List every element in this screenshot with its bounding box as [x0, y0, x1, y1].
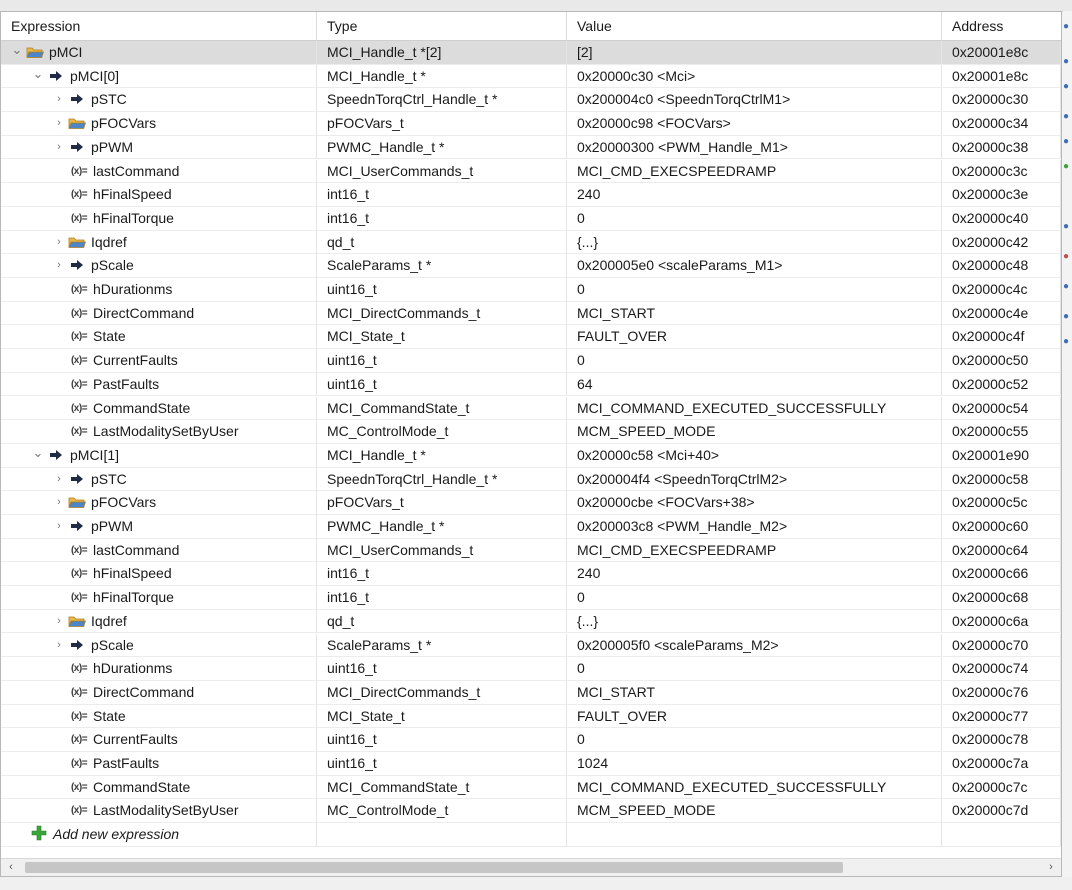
expression-cell[interactable]	[1, 610, 317, 634]
expression-cell[interactable]	[1, 515, 317, 539]
variable-icon: (x)=	[70, 212, 88, 224]
expression-cell[interactable]	[1, 183, 317, 207]
address-cell[interactable]: 0x20000c52	[942, 373, 1061, 397]
empty-cell	[567, 823, 942, 847]
expression-name: hFinalSpeed	[93, 565, 172, 582]
tree-row[interactable]	[1, 799, 1061, 823]
type-cell[interactable]: pFOCVars_t	[317, 491, 567, 515]
scrollbar-thumb[interactable]	[25, 862, 843, 873]
address-cell[interactable]: 0x20001e8c	[942, 65, 1061, 89]
expression-cell[interactable]	[1, 136, 317, 160]
value-cell[interactable]: MCI_START	[567, 681, 942, 705]
pointer-arrow-icon	[67, 137, 87, 160]
expression-name: Iqdref	[91, 233, 127, 250]
expression-cell[interactable]	[1, 65, 317, 89]
expression-name: DirectCommand	[93, 683, 195, 700]
chevron-right-icon[interactable]: ›	[57, 259, 61, 272]
tree-row[interactable]	[1, 41, 1061, 65]
address-cell[interactable]: 0x20000c6a	[942, 610, 1061, 634]
tree-row[interactable]	[1, 231, 1061, 255]
expression-cell[interactable]	[1, 491, 317, 515]
expression-name: CurrentFaults	[93, 731, 178, 748]
pointer-arrow-icon	[46, 66, 66, 89]
expression-cell[interactable]	[1, 776, 317, 800]
folder-icon	[67, 114, 87, 136]
expression-name: pScale	[91, 257, 134, 274]
value-cell[interactable]: {...}	[567, 231, 942, 255]
scroll-left-button[interactable]: ‹	[9, 861, 13, 873]
type-cell[interactable]: SpeednTorqCtrl_Handle_t *	[317, 468, 567, 492]
type-cell[interactable]: MC_ControlMode_t	[317, 799, 567, 823]
expression-name: pSTC	[91, 91, 127, 108]
variable-icon: (x)=	[70, 284, 88, 295]
value-cell[interactable]: MCI_COMMAND_EXECUTED_SUCCESSFULLY	[567, 397, 942, 421]
chevron-right-icon[interactable]: ›	[57, 520, 61, 532]
expression-name: hFinalSpeed	[93, 186, 172, 203]
expression-cell[interactable]	[1, 88, 317, 112]
pointer-arrow-icon	[67, 255, 87, 278]
pointer-arrow-icon	[67, 516, 87, 539]
column-header-address[interactable]: Address	[952, 18, 1004, 34]
tree-row[interactable]	[1, 136, 1061, 160]
toolbar-icon-4[interactable]: ●	[1063, 111, 1070, 122]
address-cell[interactable]: 0x20000c4f	[942, 325, 1061, 349]
toolbar-icon-7[interactable]: ●	[1063, 221, 1070, 232]
value-cell[interactable]: 240	[567, 562, 942, 586]
value-cell[interactable]: 0	[567, 349, 942, 373]
folder-icon	[67, 233, 87, 255]
variable-icon: (x)=	[70, 805, 88, 817]
expression-name: pMCI	[49, 44, 83, 60]
expression-cell[interactable]	[1, 562, 317, 586]
expression-cell[interactable]	[1, 657, 317, 681]
tree-row[interactable]	[1, 586, 1061, 610]
value-cell[interactable]: MCM_SPEED_MODE	[567, 799, 942, 823]
chevron-down-icon[interactable]: ⌄	[11, 42, 23, 57]
tree-row[interactable]	[1, 562, 1061, 586]
expression-name: hFinalTorque	[93, 209, 174, 226]
tree-row[interactable]	[1, 444, 1061, 468]
type-cell[interactable]: MCI_State_t	[317, 325, 567, 349]
tree-row[interactable]	[1, 325, 1061, 349]
value-cell[interactable]: {...}	[567, 610, 942, 634]
variable-icon: (x)=	[70, 426, 88, 438]
address-cell[interactable]: 0x20000c30	[942, 88, 1061, 112]
type-cell[interactable]: MCI_Handle_t *	[317, 444, 567, 468]
value-cell[interactable]: 0x20000c30 <Mci>	[567, 65, 942, 89]
address-cell[interactable]: 0x20000c60	[942, 515, 1061, 539]
tree-row[interactable]	[1, 634, 1061, 658]
address-cell[interactable]: 0x20001e90	[942, 444, 1061, 468]
address-cell[interactable]: 0x20000c48	[942, 254, 1061, 278]
tree-row[interactable]	[1, 112, 1061, 136]
address-cell[interactable]: 0x20000c42	[942, 231, 1061, 255]
expression-name: hFinalTorque	[93, 589, 174, 606]
expression-cell[interactable]	[1, 302, 317, 326]
tree-row[interactable]	[1, 705, 1061, 729]
status-bar	[0, 877, 1072, 890]
expression-tree	[1, 41, 1061, 861]
expression-name: lastCommand	[93, 541, 180, 558]
type-cell[interactable]: ScaleParams_t *	[317, 254, 567, 278]
variable-icon: (x)=	[70, 544, 88, 556]
type-cell[interactable]: int16_t	[317, 562, 567, 586]
expression-cell[interactable]	[1, 728, 317, 752]
tree-row[interactable]	[1, 776, 1061, 800]
chevron-right-icon[interactable]: ›	[57, 638, 61, 651]
address-cell[interactable]: 0x20000c3e	[942, 183, 1061, 207]
empty-cell	[317, 823, 567, 847]
toolbar-icon-8[interactable]: ●	[1063, 251, 1070, 262]
value-cell[interactable]: 64	[567, 373, 942, 397]
address-cell[interactable]: 0x20000c50	[942, 349, 1061, 373]
type-cell[interactable]: uint16_t	[317, 752, 567, 776]
type-cell[interactable]: int16_t	[317, 586, 567, 610]
variable-icon: (x)=	[70, 189, 88, 201]
value-cell[interactable]: FAULT_OVER	[567, 325, 942, 349]
tree-row[interactable]	[1, 610, 1061, 634]
type-cell[interactable]: MCI_UserCommands_t	[317, 539, 567, 563]
tree-row[interactable]	[1, 349, 1061, 373]
toolbar-icon-9[interactable]: ●	[1063, 281, 1070, 292]
type-cell[interactable]: MCI_UserCommands_t	[317, 160, 567, 184]
type-cell[interactable]: pFOCVars_t	[317, 112, 567, 136]
expression-cell[interactable]	[1, 373, 317, 397]
address-cell[interactable]: 0x20000c78	[942, 728, 1061, 752]
toolbar-icon-1[interactable]: ●	[1063, 21, 1070, 32]
address-cell[interactable]: 0x20000c7d	[942, 799, 1061, 823]
value-cell[interactable]: 0x20000c58 <Mci+40>	[567, 444, 942, 468]
expression-name: Iqdref	[91, 612, 127, 629]
scroll-right-button[interactable]: ›	[1049, 861, 1053, 873]
type-cell[interactable]: uint16_t	[317, 349, 567, 373]
folder-icon	[67, 612, 87, 634]
type-cell[interactable]: PWMC_Handle_t *	[317, 515, 567, 539]
empty-cell	[942, 823, 1061, 847]
column-header	[1, 12, 1061, 41]
value-cell[interactable]: 0x200005f0 <scaleParams_M2>	[567, 634, 942, 658]
toolbar-icon-5[interactable]: ●	[1063, 136, 1070, 147]
expression-name: DirectCommand	[93, 304, 195, 321]
type-cell[interactable]: qd_t	[317, 231, 567, 255]
expression-cell[interactable]	[1, 420, 317, 444]
expression-cell[interactable]	[1, 41, 317, 65]
address-cell[interactable]: 0x20000c70	[942, 634, 1061, 658]
value-cell[interactable]: 0x20000c98 <FOCVars>	[567, 112, 942, 136]
type-cell[interactable]: PWMC_Handle_t *	[317, 136, 567, 160]
toolbar-icon-2[interactable]: ●	[1063, 56, 1070, 67]
value-cell[interactable]: 240	[567, 183, 942, 207]
expression-cell[interactable]	[1, 586, 317, 610]
expression-name: lastCommand	[93, 162, 180, 179]
tree-row[interactable]	[1, 373, 1061, 397]
address-cell[interactable]: 0x20000c40	[942, 207, 1061, 231]
expressions-view	[0, 11, 1062, 877]
type-cell[interactable]: uint16_t	[317, 657, 567, 681]
tree-row[interactable]	[1, 657, 1061, 681]
green-plus-icon	[29, 825, 49, 847]
chevron-down-icon[interactable]: ⌄	[32, 444, 44, 460]
add-new-expression-label[interactable]: Add new expression	[53, 826, 180, 843]
address-cell[interactable]: 0x20000c3c	[942, 160, 1061, 184]
address-cell[interactable]: 0x20000c74	[942, 657, 1061, 681]
chevron-down-icon[interactable]: ⌄	[32, 65, 44, 81]
type-cell[interactable]: SpeednTorqCtrl_Handle_t *	[317, 88, 567, 112]
expression-name: hDurationms	[93, 281, 173, 297]
horizontal-scrollbar[interactable]	[1, 858, 1061, 876]
address-cell[interactable]: 0x20000c76	[942, 681, 1061, 705]
toolbar-icon-11[interactable]: ●	[1063, 336, 1070, 347]
address-cell[interactable]: 0x20001e8c	[942, 41, 1061, 65]
expression-name: LastModalitySetByUser	[93, 802, 239, 819]
type-cell[interactable]: MC_ControlMode_t	[317, 420, 567, 444]
type-cell[interactable]: uint16_t	[317, 728, 567, 752]
address-cell[interactable]: 0x20000c7a	[942, 752, 1061, 776]
expression-name: pSTC	[91, 470, 127, 487]
value-cell[interactable]: MCI_COMMAND_EXECUTED_SUCCESSFULLY	[567, 776, 942, 800]
chevron-right-icon[interactable]: ›	[57, 235, 61, 248]
chevron-right-icon[interactable]: ›	[57, 496, 61, 509]
expression-name: pMCI[1]	[70, 446, 120, 463]
chevron-right-icon[interactable]: ›	[57, 117, 61, 130]
address-cell[interactable]: 0x20000c4c	[942, 278, 1061, 302]
tree-row[interactable]	[1, 65, 1061, 89]
variable-icon: (x)=	[70, 686, 88, 698]
address-cell[interactable]: 0x20000c58	[942, 468, 1061, 492]
tree-row[interactable]	[1, 397, 1061, 421]
variable-icon: (x)=	[70, 663, 88, 675]
tree-row[interactable]	[1, 278, 1061, 302]
value-cell[interactable]: 0x200004f4 <SpeednTorqCtrlM2>	[567, 468, 942, 492]
pointer-arrow-icon	[67, 469, 87, 492]
expression-cell[interactable]	[1, 539, 317, 563]
variable-icon: (x)=	[70, 165, 88, 177]
tree-row[interactable]	[1, 515, 1061, 539]
value-cell[interactable]: MCI_START	[567, 302, 942, 326]
right-toolbar	[1063, 11, 1072, 877]
address-cell[interactable]: 0x20000c7c	[942, 776, 1061, 800]
folder-icon	[25, 43, 45, 65]
value-cell[interactable]: 0	[567, 728, 942, 752]
tree-row[interactable]	[1, 468, 1061, 492]
expression-name: State	[93, 707, 126, 724]
address-cell[interactable]: 0x20000c64	[942, 539, 1061, 563]
type-cell[interactable]: int16_t	[317, 207, 567, 231]
type-cell[interactable]: MCI_Handle_t *	[317, 65, 567, 89]
expression-cell[interactable]	[1, 397, 317, 421]
tree-row[interactable]	[1, 728, 1061, 752]
address-cell[interactable]: 0x20000c5c	[942, 491, 1061, 515]
variable-icon: (x)=	[70, 734, 88, 746]
chevron-right-icon[interactable]: ›	[57, 140, 61, 153]
type-cell[interactable]: MCI_DirectCommands_t	[317, 302, 567, 326]
expression-name: pMCI[0]	[70, 67, 120, 84]
expression-name: CommandState	[93, 399, 191, 416]
value-cell[interactable]: MCM_SPEED_MODE	[567, 420, 942, 444]
tree-row[interactable]	[1, 491, 1061, 515]
pointer-arrow-icon	[67, 635, 87, 658]
address-cell[interactable]: 0x20000c38	[942, 136, 1061, 160]
address-cell[interactable]: 0x20000c34	[942, 112, 1061, 136]
expression-name: pFOCVars	[91, 494, 157, 511]
type-cell[interactable]: MCI_State_t	[317, 705, 567, 729]
value-cell[interactable]: 0	[567, 278, 942, 302]
column-header-expression[interactable]: Expression	[1, 12, 317, 40]
value-cell[interactable]: 0	[567, 586, 942, 610]
value-cell[interactable]: 0	[567, 207, 942, 231]
variable-icon: (x)=	[70, 307, 88, 319]
type-cell[interactable]: MCI_DirectCommands_t	[317, 681, 567, 705]
expression-name: pPWM	[91, 138, 133, 155]
expression-cell[interactable]	[1, 634, 317, 658]
chevron-right-icon[interactable]: ›	[57, 472, 61, 485]
tree-row[interactable]	[1, 254, 1061, 278]
expression-cell[interactable]	[1, 444, 317, 468]
column-header-type[interactable]: Type	[317, 12, 567, 40]
expression-cell[interactable]	[1, 231, 317, 255]
chevron-right-icon[interactable]: ›	[57, 614, 61, 627]
tree-row[interactable]	[1, 160, 1061, 184]
expression-name: CommandState	[93, 778, 191, 795]
address-cell[interactable]: 0x20000c66	[942, 562, 1061, 586]
add-expression-cell[interactable]	[1, 823, 317, 847]
tree-row[interactable]	[1, 681, 1061, 705]
type-cell[interactable]: uint16_t	[317, 373, 567, 397]
expression-cell[interactable]	[1, 681, 317, 705]
expression-name: pPWM	[91, 518, 133, 534]
variable-icon: (x)=	[70, 781, 88, 793]
pointer-arrow-icon	[67, 89, 87, 112]
value-cell[interactable]: 0x20000300 <PWM_Handle_M1>	[567, 136, 942, 160]
type-cell[interactable]: ScaleParams_t *	[317, 634, 567, 658]
type-cell[interactable]: MCI_Handle_t *[2]	[317, 41, 567, 65]
toolbar-icon-3[interactable]: ●	[1063, 81, 1070, 92]
expression-name: LastModalitySetByUser	[93, 423, 239, 440]
value-cell[interactable]: 0x200005e0 <scaleParams_M1>	[567, 254, 942, 278]
type-cell[interactable]: int16_t	[317, 183, 567, 207]
type-cell[interactable]: MCI_CommandState_t	[317, 397, 567, 421]
expression-cell[interactable]	[1, 752, 317, 776]
variable-icon: (x)=	[70, 568, 88, 580]
value-cell[interactable]: 0	[567, 657, 942, 681]
expression-name: CurrentFaults	[93, 352, 178, 369]
folder-icon	[67, 493, 87, 515]
expression-name: pScale	[91, 636, 134, 653]
toolbar-icon-6[interactable]: ●	[1063, 161, 1070, 172]
value-cell[interactable]: [2]	[567, 41, 942, 65]
pointer-arrow-icon	[46, 445, 66, 468]
value-cell[interactable]: MCI_CMD_EXECSPEEDRAMP	[567, 160, 942, 184]
value-cell[interactable]: 0x20000cbe <FOCVars+38>	[567, 491, 942, 515]
column-header-value[interactable]: Value	[567, 12, 942, 40]
toolbar-icon-10[interactable]: ●	[1063, 311, 1070, 322]
value-cell[interactable]: FAULT_OVER	[567, 705, 942, 729]
expression-cell[interactable]	[1, 112, 317, 136]
tree-row[interactable]	[1, 183, 1061, 207]
expression-cell[interactable]	[1, 160, 317, 184]
address-cell[interactable]: 0x20000c4e	[942, 302, 1061, 326]
expression-name: hDurationms	[93, 660, 173, 677]
type-cell[interactable]: uint16_t	[317, 278, 567, 302]
value-cell[interactable]: 0x200004c0 <SpeednTorqCtrlM1>	[567, 88, 942, 112]
value-cell[interactable]: 0x200003c8 <PWM_Handle_M2>	[567, 515, 942, 539]
expression-cell[interactable]	[1, 207, 317, 231]
tree-row[interactable]	[1, 302, 1061, 326]
chevron-right-icon[interactable]: ›	[57, 93, 61, 106]
expression-cell[interactable]	[1, 468, 317, 492]
variable-icon: (x)=	[70, 592, 88, 604]
expression-name: pFOCVars	[91, 115, 157, 132]
expression-cell[interactable]	[1, 705, 317, 729]
expression-cell[interactable]	[1, 799, 317, 823]
expression-cell[interactable]	[1, 349, 317, 373]
expression-name: State	[93, 328, 126, 345]
variable-icon: (x)=	[70, 331, 88, 343]
type-cell[interactable]: qd_t	[317, 610, 567, 634]
tree-row[interactable]	[1, 207, 1061, 231]
type-cell[interactable]: MCI_CommandState_t	[317, 776, 567, 800]
address-cell[interactable]: 0x20000c68	[942, 586, 1061, 610]
expression-cell[interactable]	[1, 278, 317, 302]
variable-icon: (x)=	[70, 378, 88, 390]
tree-row[interactable]	[1, 88, 1061, 112]
expression-name: PastFaults	[93, 755, 160, 771]
address-cell[interactable]: 0x20000c55	[942, 420, 1061, 444]
value-cell[interactable]: MCI_CMD_EXECSPEEDRAMP	[567, 539, 942, 563]
variable-icon: (x)=	[70, 355, 88, 367]
expression-name: PastFaults	[93, 375, 160, 392]
variable-icon: (x)=	[70, 758, 88, 769]
add-new-expression-row[interactable]	[1, 823, 1061, 847]
variable-icon: (x)=	[70, 402, 88, 414]
tree-row[interactable]	[1, 420, 1061, 444]
expression-cell[interactable]	[1, 325, 317, 349]
address-cell[interactable]: 0x20000c54	[942, 397, 1061, 421]
tree-row[interactable]	[1, 752, 1061, 776]
address-cell[interactable]: 0x20000c77	[942, 705, 1061, 729]
variable-icon: (x)=	[70, 710, 88, 722]
value-cell[interactable]: 1024	[567, 752, 942, 776]
expression-cell[interactable]	[1, 254, 317, 278]
tree-row[interactable]	[1, 539, 1061, 563]
